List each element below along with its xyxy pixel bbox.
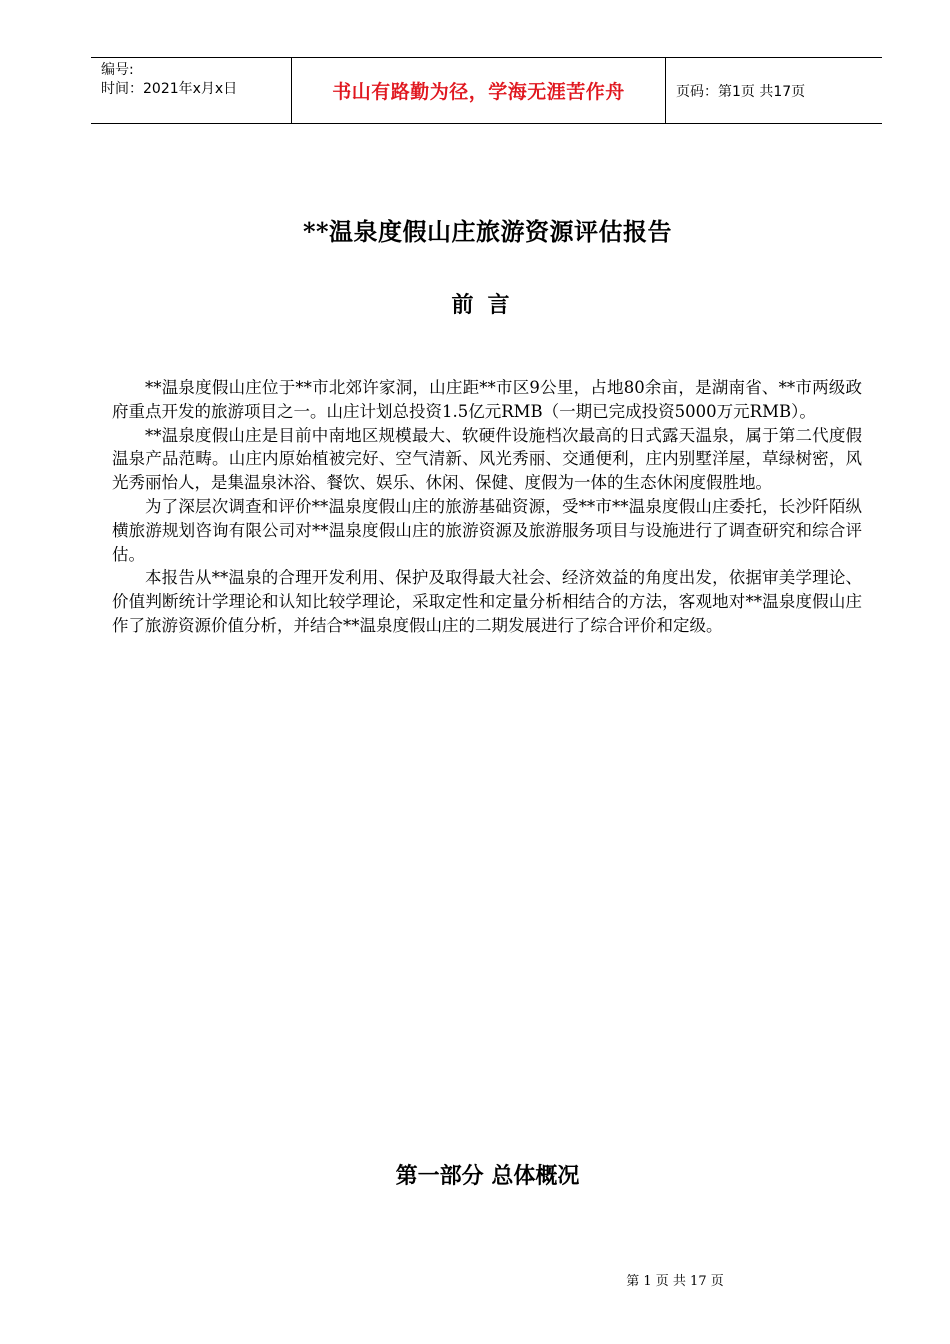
preface-heading: 前言 bbox=[451, 292, 524, 318]
preface-body bbox=[112, 376, 862, 638]
page-footer: 第 1 页 共 17 页 bbox=[626, 1274, 724, 1289]
paragraph: **温泉度假山庄位于**市北郊许家洞，山庄距**市区9公里，占地80余亩，是湖南省、**市两级政府重点开发的旅游项目之一。山庄计划总投资1.5亿元RMB（一期已完成投资5000万元RMB）。 bbox=[112, 378, 862, 421]
paragraph: **温泉度假山庄是目前中南地区规模最大、软硬件设施档次最高的日式露天温泉，属于第二代度假温泉产品范畴。山庄内原始植被完好、空气清新、风光秀丽、交通便利，庄内别墅洋屋，草绿树密，风光秀丽怡人，是集温泉沐浴、餐饮、娱乐、休闲、保健、度假为一体的生态休闲度假胜地。 bbox=[112, 425, 862, 493]
header-meta-cell bbox=[91, 58, 292, 123]
header-page-info: 页码：第1页 共17页 bbox=[676, 83, 806, 100]
page-header bbox=[91, 57, 882, 124]
paragraph: 为了深层次调查和评价**温泉度假山庄的旅游基础资源，受**市**温泉度假山庄委托，长沙阡陌纵横旅游规划咨询有限公司对**温泉度假山庄的旅游资源及旅游服务项目与设施进行了调查研究和综合评估。 bbox=[112, 496, 862, 564]
paragraph: 本报告从**温泉的合理开发利用、保护及取得最大社会、经济效益的角度出发，依据审美学理论、价值判断统计学理论和认知比较学理论，采取定性和定量分析相结合的方法，客观地对**温泉度假山庄作了旅游资源价值分析，并结合**温泉度假山庄的二期发展进行了综合评价和定级。 bbox=[112, 568, 862, 635]
document-time-label: 时间：2021年x月x日 bbox=[101, 81, 238, 97]
header-motto: 书山有路勤为径，学海无涯苦作舟 bbox=[292, 58, 666, 123]
document-number-label: 编号: bbox=[101, 62, 134, 78]
document-title: **温泉度假山庄旅游资源评估报告 bbox=[302, 217, 673, 246]
part-heading: 第一部分 总体概况 bbox=[395, 1163, 580, 1189]
